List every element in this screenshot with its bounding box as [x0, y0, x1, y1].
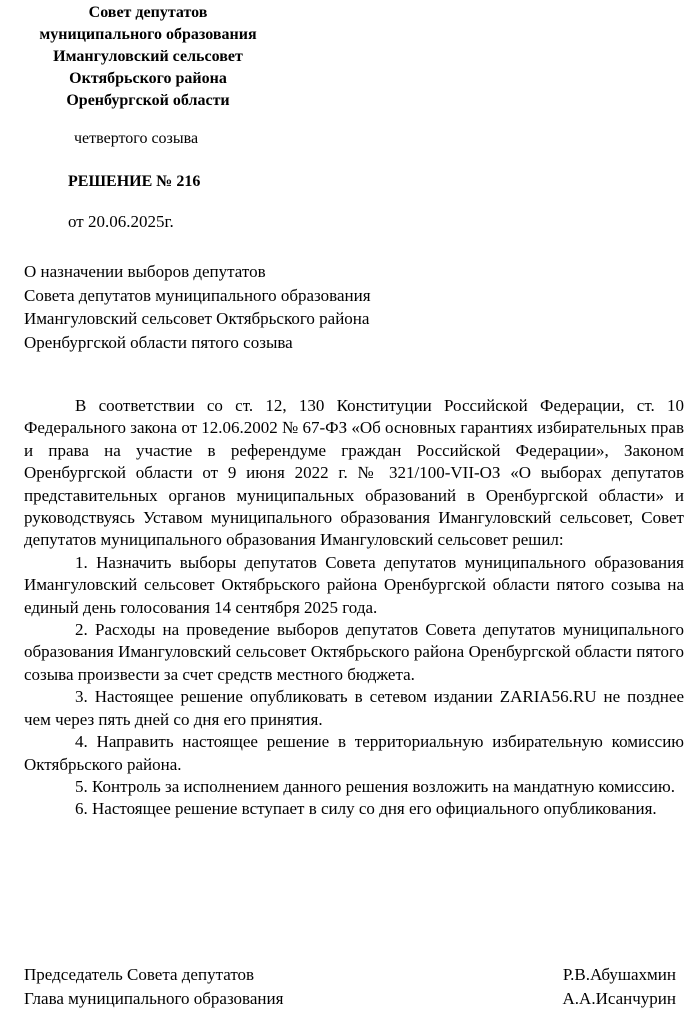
signatory-name: Р.В.Абушахмин: [562, 965, 676, 984]
signatory-position: Председатель Совета депутатов: [24, 965, 255, 984]
decision-item: 4. Направить настоящее решение в территориальную избирательную комиссию Октябрьского района.: [24, 732, 684, 774]
signature-row: [24, 963, 676, 987]
subject-line: Совета депутатов муниципального образования: [24, 285, 371, 305]
convocation-label: четвертого созыва: [74, 130, 199, 147]
signature-row: [24, 987, 676, 1011]
subject-line: Имангуловский сельсовет Октябрьского района: [24, 309, 370, 328]
signatory-name: А.А.Исанчурин: [562, 989, 676, 1008]
header-line: Совет депутатов: [88, 4, 208, 21]
header-line: муниципального образования: [39, 26, 257, 43]
header-line: Октябрьского района: [69, 70, 227, 87]
decision-item: 1. Назначить выборы депутатов Совета депутатов муниципального образования Имангуловский сельсовет Октябрьского района Оренбургской области пятого созыва на единый день голосования 14 сентября 2025 года.: [24, 552, 684, 617]
council-header: [20, 2, 276, 112]
decision-subject: [24, 260, 484, 354]
decision-item: 2. Расходы на проведение выборов депутатов Совета депутатов муниципального образования Имангуловский сельсовет Октябрьского района Оренбургской области пятого созыва произвести за счет средств местного бюджета.: [24, 620, 684, 684]
subject-line: Оренбургской области пятого созыва: [24, 332, 293, 352]
decision-item: 6. Настоящее решение вступает в силу со дня его официального опубликования.: [75, 799, 657, 819]
preamble-paragraph: В соответствии со ст. 12, 130 Конституции Российской Федерации, ст. 10 Федерального закона от 12.06.2002 № 67-ФЗ «Об основных гарантиях избирательных прав и права на участие в референдуме граждан Российской Федерации», Законом Оренбургской области от 9 июня 2022 г. № 321/100-VII-ОЗ «О выборах депутатов представительных органов муниципальных образований в Оренбургской области» и руководствуясь Уставом муниципального образования Имангуловский сельсовет, Совет депутатов муниципального образования Имангуловский сельсовет решил:: [24, 396, 684, 550]
header-line: Имангуловский сельсовет: [53, 48, 243, 65]
subject-line: О назначении выборов депутатов: [24, 262, 266, 281]
decision-title: РЕШЕНИЕ № 216: [68, 173, 201, 190]
signature-block: [24, 963, 676, 1011]
decision-body: [24, 395, 684, 821]
decision-item: 5. Контроль за исполнением данного решения возложить на мандатную комиссию.: [75, 776, 675, 796]
header-line: Оренбургской области: [66, 92, 230, 109]
decision-date: от 20.06.2025г.: [68, 212, 174, 231]
decision-item: 3. Настоящее решение опубликовать в сетевом издании ZARIA56.RU не позднее чем через пять дней со дня его принятия.: [24, 687, 684, 729]
signatory-position: Глава муниципального образования: [24, 989, 284, 1008]
